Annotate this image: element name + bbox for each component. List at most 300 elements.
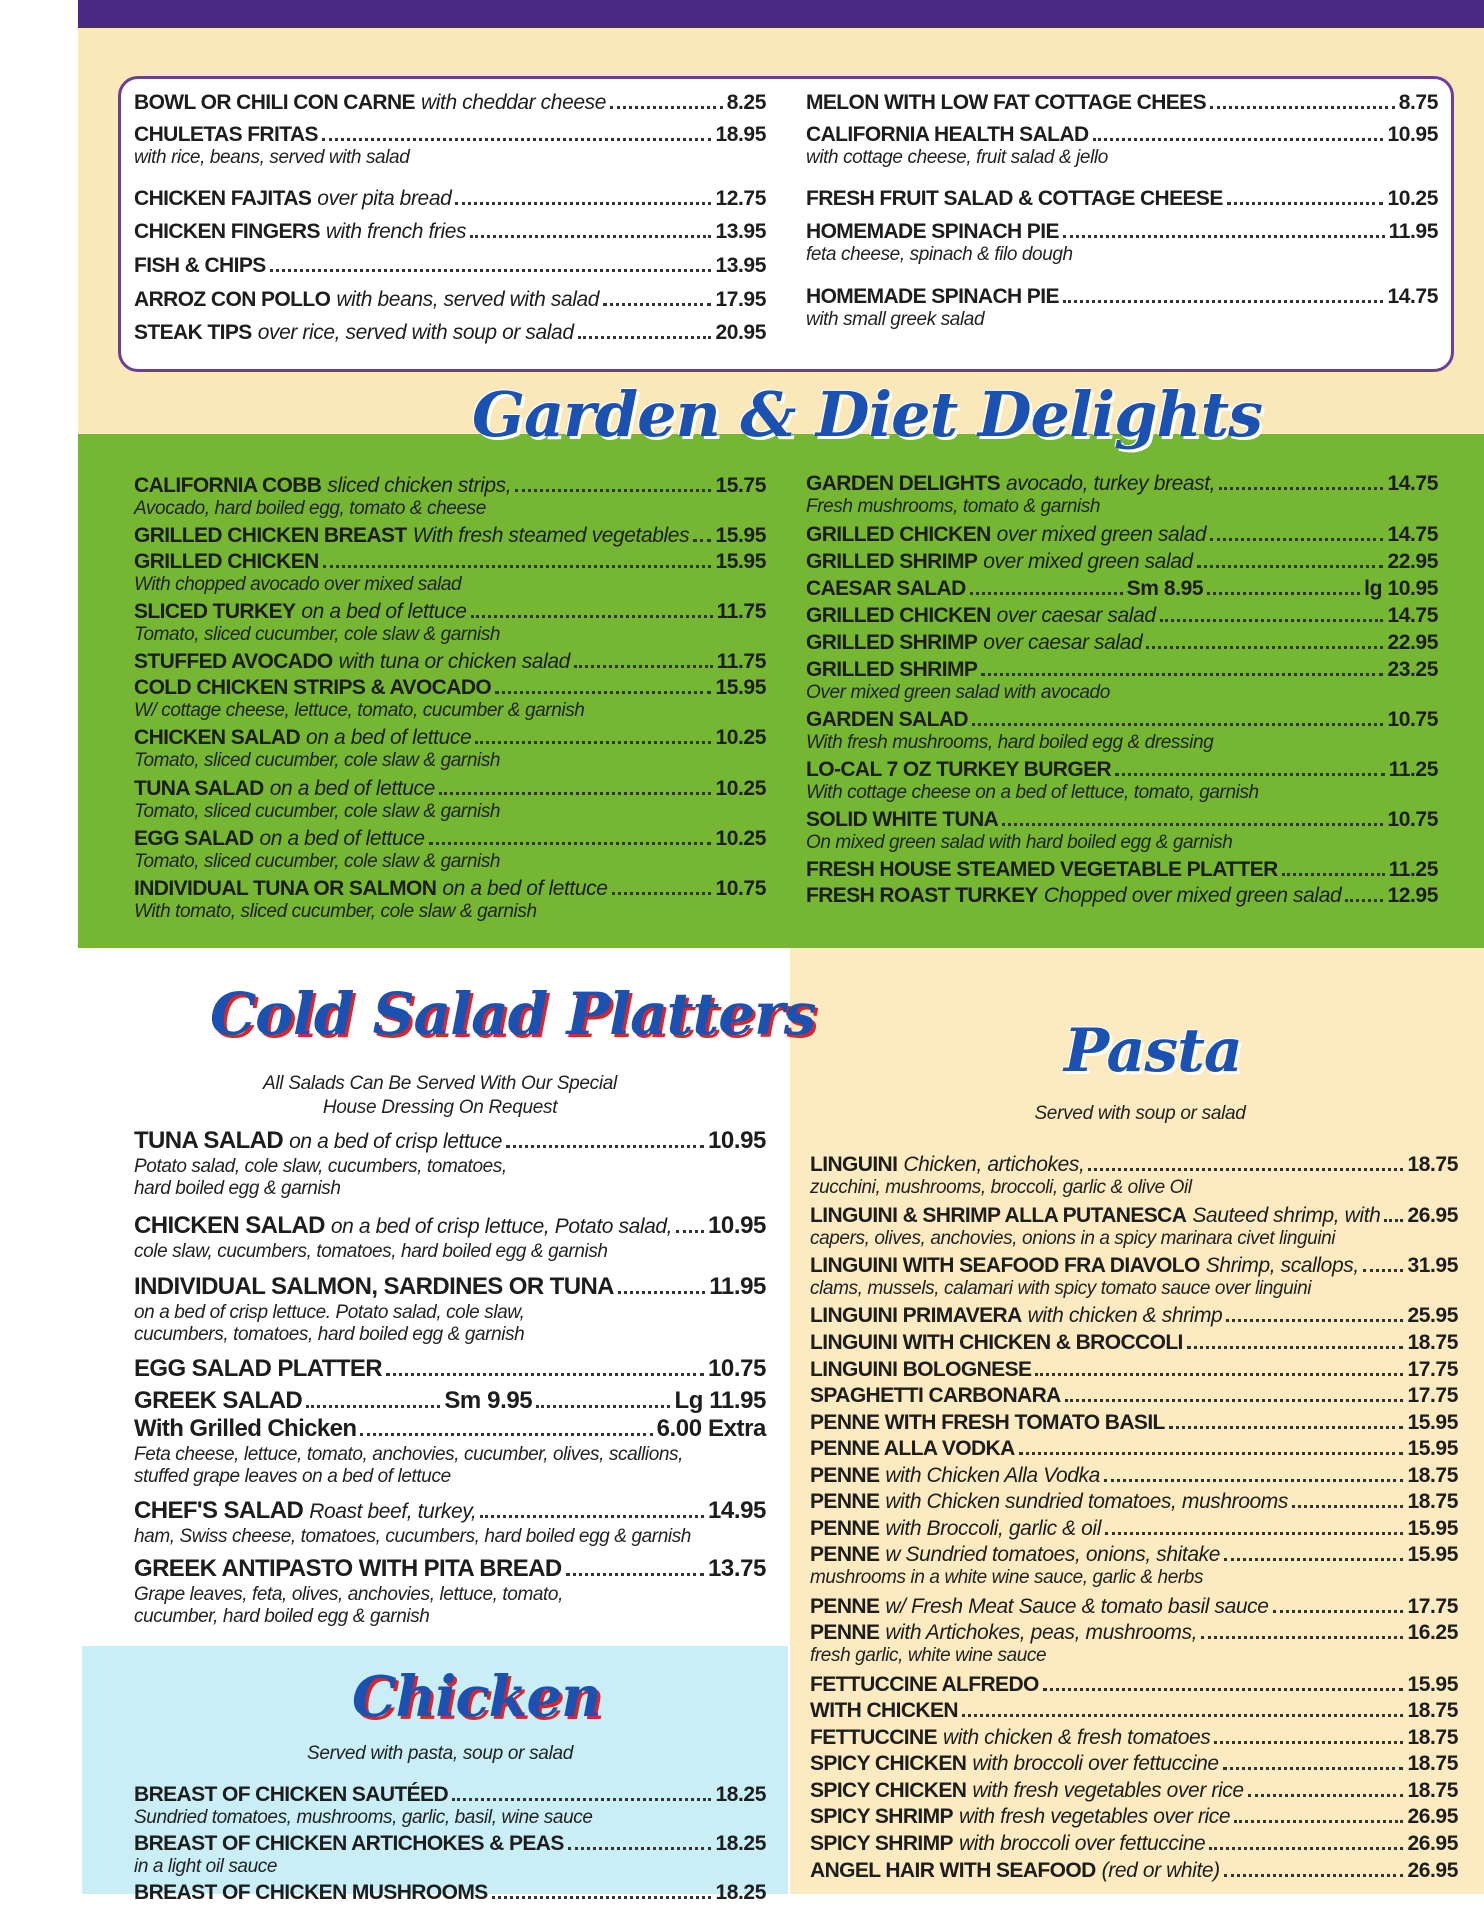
menu-item-subtext: Tomato, sliced cucumber, cole slaw & garnish bbox=[134, 750, 501, 771]
menu-item-price: 11.75 bbox=[716, 600, 766, 623]
menu-item-price: 18.75 bbox=[1407, 1490, 1458, 1513]
menu-item-price: 10.25 bbox=[715, 726, 766, 749]
menu-item-description: with broccoli over fettuccine bbox=[972, 1752, 1219, 1775]
menu-item-price: 25.95 bbox=[1407, 1304, 1458, 1327]
menu-item-subtext: with rice, beans, served with salad bbox=[134, 147, 410, 168]
menu-item-name: BREAST OF CHICKEN MUSHROOMS bbox=[134, 1881, 488, 1904]
dot-leader bbox=[1197, 565, 1384, 568]
menu-item-row bbox=[810, 1751, 1458, 1777]
menu-item-price: 11.75 bbox=[716, 650, 766, 673]
menu-item-name: INDIVIDUAL TUNA OR SALMON bbox=[134, 877, 437, 900]
menu-item-row bbox=[134, 1782, 766, 1808]
menu-item-row bbox=[134, 1386, 766, 1416]
menu-item-price: 8.25 bbox=[726, 91, 766, 114]
menu-item-subtext: stuffed grape leaves on a bed of lettuce bbox=[134, 1466, 451, 1487]
dot-leader bbox=[1210, 538, 1383, 541]
dot-leader bbox=[1273, 1610, 1404, 1613]
dot-leader bbox=[429, 842, 712, 845]
menu-item-row bbox=[134, 675, 766, 701]
menu-item-row bbox=[810, 1725, 1458, 1751]
menu-item-name: PENNE bbox=[810, 1621, 880, 1644]
dot-leader bbox=[1093, 138, 1384, 141]
menu-item-price: 10.25 bbox=[715, 827, 766, 850]
dot-leader bbox=[1227, 202, 1384, 205]
dot-leader bbox=[618, 1291, 705, 1294]
garden-section-title: Garden & Diet Delights bbox=[472, 378, 1263, 451]
menu-item-subtext: Avocado, hard boiled egg, tomato & cheese bbox=[134, 498, 486, 519]
menu-item-row bbox=[134, 826, 766, 852]
dot-leader bbox=[1234, 1820, 1403, 1823]
menu-item-name: CALIFORNIA HEALTH SALAD bbox=[806, 123, 1089, 146]
menu-item-subtext: W/ cottage cheese, lettuce, tomato, cucumber & garnish bbox=[134, 700, 585, 721]
menu-item-row bbox=[134, 1831, 766, 1857]
dot-leader bbox=[386, 1373, 704, 1376]
menu-item-row bbox=[134, 599, 766, 625]
menu-item-row bbox=[810, 1778, 1458, 1804]
dot-leader bbox=[439, 792, 712, 795]
menu-item-row bbox=[810, 1804, 1458, 1830]
menu-item-subtext: Potato salad, cole slaw, cucumbers, tomatoes, bbox=[134, 1156, 507, 1177]
menu-item-name: SLICED TURKEY bbox=[134, 600, 296, 623]
menu-item-price: 13.95 bbox=[715, 254, 766, 277]
menu-item-description: with broccoli over fettuccine bbox=[958, 1832, 1206, 1855]
menu-item-name: ANGEL HAIR WITH SEAFOOD bbox=[810, 1859, 1096, 1882]
menu-item-subtext: hard boiled egg & garnish bbox=[134, 1178, 341, 1199]
menu-item-description: w Sundried tomatoes, onions, shitake bbox=[885, 1543, 1220, 1566]
menu-item-price: 12.75 bbox=[715, 187, 766, 210]
menu-item-name: With Grilled Chicken bbox=[134, 1415, 357, 1442]
menu-item-name: LINGUINI WITH CHICKEN & BROCCOLI bbox=[810, 1331, 1183, 1354]
menu-item-row bbox=[810, 1383, 1458, 1409]
menu-item-name: CHICKEN SALAD bbox=[134, 726, 301, 749]
menu-item-description: w/ Fresh Meat Sauce & tomato basil sauce bbox=[885, 1595, 1269, 1618]
menu-item-description: with beans, served with salad bbox=[336, 288, 600, 311]
menu-item-description: with Chicken sundried tomatoes, mushrooms bbox=[885, 1490, 1288, 1513]
menu-item-name: SPICY SHRIMP bbox=[810, 1832, 953, 1855]
menu-item-row bbox=[806, 471, 1438, 497]
menu-item-row bbox=[806, 522, 1438, 548]
dot-leader bbox=[1104, 1479, 1404, 1482]
menu-item-name: FISH & CHIPS bbox=[134, 254, 266, 277]
menu-item-subtext: Tomato, sliced cucumber, cole slaw & garnish bbox=[134, 801, 501, 822]
menu-item-name: SPICY CHICKEN bbox=[810, 1752, 967, 1775]
menu-item-price: 10.75 bbox=[1387, 808, 1438, 831]
menu-item-price: 10.25 bbox=[715, 777, 766, 800]
dot-leader bbox=[1088, 1168, 1403, 1171]
menu-item-name: SOLID WHITE TUNA bbox=[806, 808, 999, 831]
menu-item-price: 14.75 bbox=[1387, 472, 1438, 495]
menu-item-description: with Artichokes, peas, mushrooms, bbox=[885, 1621, 1198, 1644]
menu-item-description: over mixed green salad bbox=[983, 550, 1193, 573]
menu-item-description: on a bed of lettuce bbox=[269, 777, 435, 800]
menu-item-name: ARROZ CON POLLO bbox=[134, 288, 331, 311]
dot-leader bbox=[360, 1433, 652, 1436]
menu-item-subtext: With cottage cheese on a bed of lettuce, tomato, garnish bbox=[806, 782, 1259, 803]
menu-item-description: on a bed of crisp lettuce bbox=[289, 1130, 503, 1153]
dot-leader bbox=[1035, 1373, 1403, 1376]
menu-item-price: 23.25 bbox=[1387, 658, 1438, 681]
menu-item-name: GRILLED SHRIMP bbox=[806, 631, 978, 654]
dot-leader bbox=[1043, 1688, 1404, 1691]
menu-item-description: with french fries bbox=[325, 220, 467, 243]
menu-item-description: with chicken & fresh tomatoes bbox=[943, 1726, 1211, 1749]
menu-item-row bbox=[134, 523, 766, 549]
dot-leader bbox=[693, 539, 711, 542]
menu-item-description: with fresh vegetables over rice bbox=[958, 1805, 1231, 1828]
menu-item-subtext: cucumber, hard boiled egg & garnish bbox=[134, 1606, 430, 1627]
dot-leader bbox=[1292, 1505, 1403, 1508]
menu-item-row bbox=[806, 549, 1438, 575]
dot-leader bbox=[1063, 235, 1385, 238]
menu-item-description: With fresh steamed vegetables bbox=[412, 524, 690, 547]
menu-item-description: over caesar salad bbox=[996, 604, 1156, 627]
menu-item-row bbox=[810, 1152, 1458, 1178]
dot-leader bbox=[480, 1515, 704, 1518]
dot-leader bbox=[1210, 106, 1395, 109]
menu-item-name: SPAGHETTI CARBONARA bbox=[810, 1384, 1061, 1407]
menu-item-subtext: feta cheese, spinach & filo dough bbox=[806, 244, 1073, 265]
menu-item-row bbox=[806, 186, 1438, 212]
dot-leader bbox=[970, 592, 1123, 595]
menu-item-name: LINGUINI BOLOGNESE bbox=[810, 1358, 1032, 1381]
menu-item-price: 22.95 bbox=[1387, 550, 1438, 573]
menu-item-price: 11.95 bbox=[709, 1273, 766, 1300]
menu-item-price: 31.95 bbox=[1407, 1254, 1458, 1277]
menu-item-row bbox=[134, 649, 766, 675]
dot-leader bbox=[515, 489, 711, 492]
menu-item-price: 26.95 bbox=[1407, 1204, 1458, 1227]
menu-item-name: LO-CAL 7 OZ TURKEY BURGER bbox=[806, 758, 1112, 781]
menu-item-price: 13.95 bbox=[715, 220, 766, 243]
menu-item-name: CHICKEN SALAD bbox=[134, 1212, 325, 1239]
dot-leader bbox=[574, 665, 713, 668]
menu-item-subtext: cucumbers, tomatoes, hard boiled egg & garnish bbox=[134, 1324, 525, 1345]
menu-item-row bbox=[810, 1357, 1458, 1383]
dot-leader bbox=[492, 1896, 712, 1899]
menu-item-subtext: on a bed of crisp lettuce. Potato salad, cole slaw, bbox=[134, 1302, 525, 1323]
menu-item-row bbox=[134, 1354, 766, 1384]
menu-item-name: WITH CHICKEN bbox=[810, 1699, 958, 1722]
menu-item-price: 11.95 bbox=[1388, 220, 1438, 243]
menu-item-row bbox=[810, 1489, 1458, 1515]
chicken-section-title: Chicken bbox=[352, 1664, 601, 1730]
dot-leader bbox=[1248, 1794, 1404, 1797]
menu-item-subtext: cole slaw, cucumbers, tomatoes, hard boiled egg & garnish bbox=[134, 1241, 608, 1262]
dot-leader bbox=[1160, 619, 1384, 622]
menu-item-description: on a bed of lettuce bbox=[306, 726, 472, 749]
menu-item-price: 14.75 bbox=[1387, 604, 1438, 627]
menu-item-subtext: ham, Swiss cheese, tomatoes, cucumbers, hard boiled egg & garnish bbox=[134, 1526, 691, 1547]
menu-item-price: 20.95 bbox=[715, 321, 766, 344]
menu-item-row bbox=[806, 883, 1438, 909]
dot-leader bbox=[1169, 1426, 1404, 1429]
menu-item-name: BOWL OR CHILI CON CARNE bbox=[134, 91, 415, 114]
menu-item-price: 12.95 bbox=[1387, 884, 1438, 907]
menu-item-name: CHEF'S SALAD bbox=[134, 1497, 304, 1524]
menu-item-description: over rice, served with soup or salad bbox=[257, 321, 574, 344]
dot-leader bbox=[1207, 592, 1360, 595]
menu-item-subtext: On mixed green salad with hard boiled egg & garnish bbox=[806, 832, 1233, 853]
menu-item-subtext: zucchini, mushrooms, broccoli, garlic & olive Oil bbox=[810, 1177, 1192, 1198]
menu-item-price: 18.25 bbox=[715, 1881, 766, 1904]
menu-item-name: GREEK SALAD bbox=[134, 1387, 303, 1414]
dot-leader bbox=[1146, 646, 1383, 649]
menu-item-row bbox=[134, 473, 766, 499]
menu-item-description: on a bed of lettuce bbox=[442, 877, 608, 900]
menu-item-subtext: Sundried tomatoes, mushrooms, garlic, basil, wine sauce bbox=[134, 1807, 593, 1828]
menu-item-name: GRILLED CHICKEN bbox=[134, 550, 319, 573]
menu-item-name: CHICKEN FINGERS bbox=[134, 220, 320, 243]
menu-item-price: 13.75 bbox=[707, 1555, 766, 1582]
menu-item-description: on a bed of lettuce bbox=[301, 600, 467, 623]
dot-leader bbox=[1214, 1741, 1403, 1744]
menu-item-name: PENNE WITH FRESH TOMATO BASIL bbox=[810, 1411, 1165, 1434]
menu-item-name: PENNE bbox=[810, 1595, 880, 1618]
menu-item-subtext: Tomato, sliced cucumber, cole slaw & garnish bbox=[134, 851, 501, 872]
menu-item-description: Sauteed shrimp, with bbox=[1192, 1204, 1381, 1227]
menu-item-name: FETTUCCINE ALFREDO bbox=[810, 1673, 1039, 1696]
menu-item-name: SPICY CHICKEN bbox=[810, 1779, 967, 1802]
menu-item-name: CALIFORNIA COBB bbox=[134, 474, 322, 497]
menu-item-row bbox=[134, 1414, 766, 1444]
menu-item-price: 18.75 bbox=[1407, 1779, 1458, 1802]
menu-item-row bbox=[134, 776, 766, 802]
menu-item-row bbox=[810, 1436, 1458, 1462]
menu-item-description: on a bed of crisp lettuce, Potato salad, bbox=[330, 1215, 673, 1238]
menu-item-price: 18.25 bbox=[715, 1832, 766, 1855]
menu-item-row bbox=[134, 320, 766, 346]
dot-leader bbox=[603, 303, 711, 306]
menu-item-price: 18.75 bbox=[1407, 1331, 1458, 1354]
menu-item-price: 18.75 bbox=[1407, 1752, 1458, 1775]
menu-item-price: 26.95 bbox=[1407, 1859, 1458, 1882]
menu-item-subtext: Grape leaves, feta, olives, anchovies, lettuce, tomato, bbox=[134, 1584, 563, 1605]
menu-item-subtext: with small greek salad bbox=[806, 309, 985, 330]
dot-leader bbox=[506, 1145, 704, 1148]
dot-leader bbox=[1224, 1874, 1404, 1877]
menu-item-name: GRILLED SHRIMP bbox=[806, 658, 978, 681]
menu-item-row bbox=[134, 1554, 766, 1584]
menu-item-price: 8.75 bbox=[1398, 91, 1438, 114]
menu-item-name: PENNE bbox=[810, 1490, 880, 1513]
menu-item-row bbox=[810, 1463, 1458, 1489]
menu-item-price: 22.95 bbox=[1387, 631, 1438, 654]
menu-item-row bbox=[134, 186, 766, 212]
dot-leader bbox=[1224, 1558, 1403, 1561]
menu-item-name: EGG SALAD bbox=[134, 827, 254, 850]
menu-item-name: STEAK TIPS bbox=[134, 321, 252, 344]
dot-leader bbox=[972, 723, 1383, 726]
menu-item-name: BREAST OF CHICKEN SAUTÉED bbox=[134, 1783, 449, 1806]
menu-item-subtext: With chopped avocado over mixed salad bbox=[134, 574, 462, 595]
menu-item-name: FRESH FRUIT SALAD & COTTAGE CHEESE bbox=[806, 187, 1223, 210]
dot-leader bbox=[470, 235, 711, 238]
menu-item-row bbox=[806, 576, 1438, 602]
menu-item-description: Roast beef, turkey, bbox=[309, 1500, 477, 1523]
menu-item-description: with Broccoli, garlic & oil bbox=[885, 1517, 1101, 1540]
menu-item-price: 14.95 bbox=[707, 1497, 766, 1524]
menu-item-price: 26.95 bbox=[1407, 1832, 1458, 1855]
menu-item-price: 17.95 bbox=[715, 288, 766, 311]
menu-item-price: 17.75 bbox=[1407, 1595, 1458, 1618]
menu-item-price: 6.00 Extra bbox=[656, 1415, 766, 1442]
menu-item-name: PENNE bbox=[810, 1464, 880, 1487]
menu-item-row bbox=[806, 630, 1438, 656]
dot-leader bbox=[1002, 823, 1383, 826]
menu-item-row bbox=[134, 219, 766, 245]
menu-item-name: GARDEN SALAD bbox=[806, 708, 968, 731]
menu-item-subtext: Tomato, sliced cucumber, cole slaw & garnish bbox=[134, 624, 501, 645]
menu-item-row bbox=[134, 253, 766, 279]
dot-leader bbox=[1105, 1532, 1403, 1535]
dot-leader bbox=[1063, 300, 1384, 303]
menu-item-price: 16.25 bbox=[1407, 1621, 1458, 1644]
dot-leader bbox=[495, 691, 711, 694]
menu-item-row bbox=[806, 657, 1438, 683]
menu-item-row bbox=[806, 707, 1438, 733]
menu-item-row bbox=[810, 1410, 1458, 1436]
menu-item-row bbox=[810, 1253, 1458, 1279]
menu-item-name: MELON WITH LOW FAT COTTAGE CHEES bbox=[806, 91, 1206, 114]
menu-item-name: GRILLED CHICKEN bbox=[806, 604, 991, 627]
menu-item-name: HOMEMADE SPINACH PIE bbox=[806, 220, 1059, 243]
menu-item-price: 18.75 bbox=[1407, 1726, 1458, 1749]
menu-item-row bbox=[810, 1330, 1458, 1356]
dot-leader bbox=[471, 615, 713, 618]
menu-item-row bbox=[806, 90, 1438, 116]
dot-leader bbox=[323, 565, 712, 568]
menu-item-name: LINGUINI bbox=[810, 1153, 898, 1176]
menu-item-description: (red or white) bbox=[1101, 1859, 1220, 1882]
menu-item-price: 14.75 bbox=[1387, 523, 1438, 546]
menu-item-price: 15.95 bbox=[1407, 1411, 1458, 1434]
menu-item-description: with tuna or chicken salad bbox=[338, 650, 570, 673]
pasta-section-title: Pasta bbox=[1064, 1016, 1242, 1086]
dot-leader bbox=[1209, 1847, 1403, 1850]
menu-item-row bbox=[810, 1594, 1458, 1620]
menu-item-name: PENNE bbox=[810, 1517, 880, 1540]
dot-leader bbox=[568, 1847, 712, 1850]
menu-item-name: FRESH ROAST TURKEY bbox=[806, 884, 1038, 907]
menu-item-small-price: Sm 9.95 bbox=[444, 1387, 533, 1414]
cold-salad-note-line1: All Salads Can Be Served With Our Special bbox=[263, 1073, 617, 1094]
cold-salad-note-line2: House Dressing On Request bbox=[322, 1097, 558, 1118]
menu-item-row bbox=[810, 1303, 1458, 1329]
menu-item-name: LINGUINI PRIMAVERA bbox=[810, 1304, 1022, 1327]
menu-item-description: Chopped over mixed green salad bbox=[1043, 884, 1342, 907]
dot-leader bbox=[1187, 1346, 1404, 1349]
dot-leader bbox=[578, 336, 712, 339]
menu-item-row bbox=[806, 122, 1438, 148]
menu-item-price: 15.75 bbox=[715, 474, 766, 497]
menu-item-name: EGG SALAD PLATTER bbox=[134, 1355, 383, 1382]
menu-item-name: PENNE ALLA VODKA bbox=[810, 1437, 1015, 1460]
menu-item-name: SPICY SHRIMP bbox=[810, 1805, 953, 1828]
menu-item-small-price: Sm 8.95 bbox=[1126, 577, 1204, 600]
menu-item-subtext: clams, mussels, calamari with spicy tomato sauce over linguini bbox=[810, 1278, 1312, 1299]
menu-item-row bbox=[806, 603, 1438, 629]
menu-item-name: INDIVIDUAL SALMON, SARDINES OR TUNA bbox=[134, 1273, 614, 1300]
menu-item-description: with cheddar cheese bbox=[420, 91, 607, 114]
menu-item-price: 18.75 bbox=[1407, 1464, 1458, 1487]
dot-leader bbox=[1219, 487, 1383, 490]
menu-item-name: CAESAR SALAD bbox=[806, 577, 966, 600]
menu-item-row bbox=[810, 1858, 1458, 1884]
top-color-bar bbox=[78, 0, 1484, 28]
menu-item-row bbox=[134, 1211, 766, 1242]
menu-item-price: 17.75 bbox=[1407, 1358, 1458, 1381]
menu-item-name: LINGUINI & SHRIMP ALLA PUTANESCA bbox=[810, 1204, 1187, 1227]
menu-item-name: PENNE bbox=[810, 1543, 880, 1566]
menu-item-price: 26.95 bbox=[1407, 1805, 1458, 1828]
menu-item-row bbox=[806, 757, 1438, 783]
menu-item-row bbox=[806, 219, 1438, 245]
menu-item-name: GARDEN DELIGHTS bbox=[806, 472, 1001, 495]
menu-item-subtext: Fresh mushrooms, tomato & garnish bbox=[806, 496, 1101, 517]
menu-item-price: 18.95 bbox=[715, 123, 766, 146]
menu-item-price: 14.75 bbox=[1387, 285, 1438, 308]
menu-item-subtext: Feta cheese, lettuce, tomato, anchovies, cucumber, olives, scallions, bbox=[134, 1444, 684, 1465]
menu-item-name: STUFFED AVOCADO bbox=[134, 650, 333, 673]
menu-item-price: 18.75 bbox=[1407, 1153, 1458, 1176]
menu-item-subtext: mushrooms in a white wine sauce, garlic & herbs bbox=[810, 1567, 1204, 1588]
dot-leader bbox=[455, 202, 711, 205]
menu-item-name: TUNA SALAD bbox=[134, 777, 264, 800]
menu-item-price: 11.25 bbox=[1388, 758, 1438, 781]
menu-item-price: 10.95 bbox=[1387, 123, 1438, 146]
menu-item-subtext: Over mixed green salad with avocado bbox=[806, 682, 1110, 703]
dot-leader bbox=[270, 269, 712, 272]
menu-item-description: Shrimp, scallops, bbox=[1205, 1254, 1359, 1277]
menu-item-name: COLD CHICKEN STRIPS & AVOCADO bbox=[134, 676, 492, 699]
menu-item-row bbox=[806, 807, 1438, 833]
dot-leader bbox=[322, 138, 712, 141]
dot-leader bbox=[306, 1405, 440, 1408]
menu-item-row bbox=[810, 1698, 1458, 1724]
dot-leader bbox=[610, 106, 723, 109]
menu-item-row bbox=[810, 1516, 1458, 1542]
menu-item-description: sliced chicken strips, bbox=[327, 474, 512, 497]
menu-item-name: BREAST OF CHICKEN ARTICHOKES & PEAS bbox=[134, 1832, 564, 1855]
menu-item-subtext: in a light oil sauce bbox=[134, 1856, 278, 1877]
menu-item-price: 10.95 bbox=[707, 1212, 766, 1239]
menu-item-name: GRILLED CHICKEN bbox=[806, 523, 991, 546]
menu-item-row bbox=[134, 90, 766, 116]
menu-item-subtext: With tomato, sliced cucumber, cole slaw & garnish bbox=[134, 901, 537, 922]
menu-item-name: GRILLED SHRIMP bbox=[806, 550, 978, 573]
menu-item-row bbox=[134, 1272, 766, 1302]
menu-item-description: with chicken & shrimp bbox=[1027, 1304, 1223, 1327]
menu-item-row bbox=[806, 857, 1438, 883]
menu-item-row bbox=[134, 1880, 766, 1906]
menu-item-row bbox=[810, 1831, 1458, 1857]
menu-item-price: 18.75 bbox=[1407, 1699, 1458, 1722]
menu-item-name: FRESH HOUSE STEAMED VEGETABLE PLATTER bbox=[806, 858, 1278, 881]
menu-item-row bbox=[134, 549, 766, 575]
menu-item-name: GREEK ANTIPASTO WITH PITA BREAD bbox=[134, 1555, 562, 1582]
menu-item-row bbox=[806, 284, 1438, 310]
menu-item-price: 18.25 bbox=[715, 1783, 766, 1806]
menu-item-name: CHULETAS FRITAS bbox=[134, 123, 318, 146]
menu-item-description: Chicken, artichokes, bbox=[903, 1153, 1085, 1176]
menu-item-row bbox=[810, 1620, 1458, 1646]
dot-leader bbox=[612, 892, 712, 895]
dot-leader bbox=[1065, 1399, 1404, 1402]
menu-item-name: GRILLED CHICKEN BREAST bbox=[134, 524, 407, 547]
menu-item-description: avocado, turkey breast, bbox=[1006, 472, 1216, 495]
dot-leader bbox=[452, 1798, 711, 1801]
menu-item-price: 17.75 bbox=[1407, 1384, 1458, 1407]
